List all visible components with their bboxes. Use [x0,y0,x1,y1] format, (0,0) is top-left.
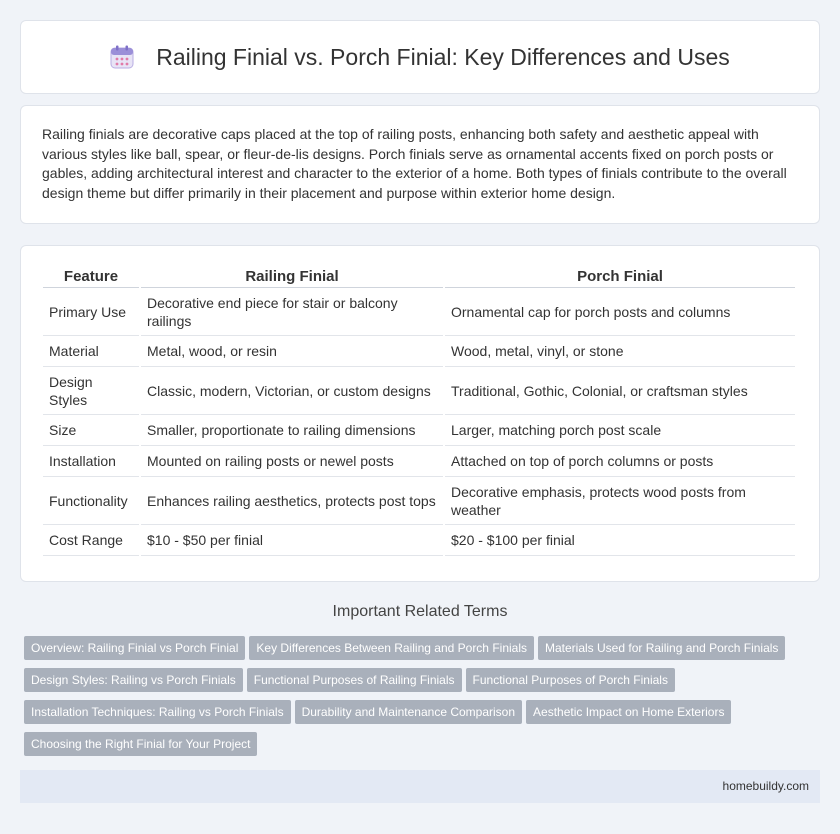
table-row [43,367,795,415]
table-row [43,446,795,477]
table-cell-feature: Installation [43,446,139,477]
table-cell-railing: $10 - $50 per finial [141,525,443,556]
footer [20,770,820,803]
table-cell-porch: Wood, metal, vinyl, or stone [445,336,795,367]
table-cell-porch: Traditional, Gothic, Colonial, or craftsman styles [445,367,795,415]
table-cell-porch: Attached on top of porch columns or posts [445,446,795,477]
intro-paragraph: Railing finials are decorative caps placed at the top of railing posts, enhancing both safety and aesthetic appeal with various styles like ball, spear, or fleur-de-lis designs. Porch finials serve as ornamental accents fixed on porch posts or gables, adding architectural interest and character to the exterior of a home. Both types of finials contribute to the overall design theme but differ primarily in their placement and purpose within exterior home design. [42,126,787,201]
table-cell-railing: Decorative end piece for stair or balcony railings [141,288,443,336]
table-cell-porch: $20 - $100 per finial [445,525,795,556]
comparison-table [41,265,797,556]
page-title [110,44,730,71]
header-railing-finial: Railing Finial [141,265,443,288]
table-row [43,525,795,556]
related-terms-tags [24,636,820,764]
table-row [43,288,795,336]
table-cell-feature: Functionality [43,477,139,525]
table-cell-porch: Decorative emphasis, protects wood posts from weather [445,477,795,525]
table-row [43,477,795,525]
footer-site-link[interactable]: homebuildy.com [722,779,809,793]
table-cell-railing: Mounted on railing posts or newel posts [141,446,443,477]
related-tag[interactable]: Aesthetic Impact on Home Exteriors [526,700,731,724]
table-cell-feature: Material [43,336,139,367]
header-feature: Feature [43,265,139,288]
related-tag[interactable]: Key Differences Between Railing and Porch Finials [249,636,534,660]
table-cell-porch: Ornamental cap for porch posts and columns [445,288,795,336]
table-cell-feature: Primary Use [43,288,139,336]
table-cell-railing: Smaller, proportionate to railing dimensions [141,415,443,446]
related-terms-title: Important Related Terms [332,603,508,620]
table-cell-feature: Cost Range [43,525,139,556]
header-porch-finial: Porch Finial [445,265,795,288]
related-tag[interactable]: Materials Used for Railing and Porch Finials [538,636,785,660]
table-cell-railing: Classic, modern, Victorian, or custom designs [141,367,443,415]
related-tag[interactable]: Design Styles: Railing vs Porch Finials [24,668,243,692]
comparison-table-card [20,245,820,582]
table-header-row [43,265,795,288]
title-card [20,20,820,94]
related-tag[interactable]: Functional Purposes of Railing Finials [247,668,462,692]
related-tag[interactable]: Functional Purposes of Porch Finials [466,668,675,692]
calendar-icon [110,45,134,69]
related-tag[interactable]: Installation Techniques: Railing vs Porch Finials [24,700,291,724]
page-title-text: Railing Finial vs. Porch Finial: Key Differences and Uses [156,43,730,70]
table-cell-feature: Size [43,415,139,446]
intro-card [20,105,820,224]
table-cell-porch: Larger, matching porch post scale [445,415,795,446]
table-cell-feature: Design Styles [43,367,139,415]
table-row [43,336,795,367]
table-cell-railing: Enhances railing aesthetics, protects post tops [141,477,443,525]
table-row [43,415,795,446]
related-tag[interactable]: Choosing the Right Finial for Your Project [24,732,257,756]
table-cell-railing: Metal, wood, or resin [141,336,443,367]
related-tag[interactable]: Durability and Maintenance Comparison [295,700,522,724]
related-tag[interactable]: Overview: Railing Finial vs Porch Finial [24,636,245,660]
